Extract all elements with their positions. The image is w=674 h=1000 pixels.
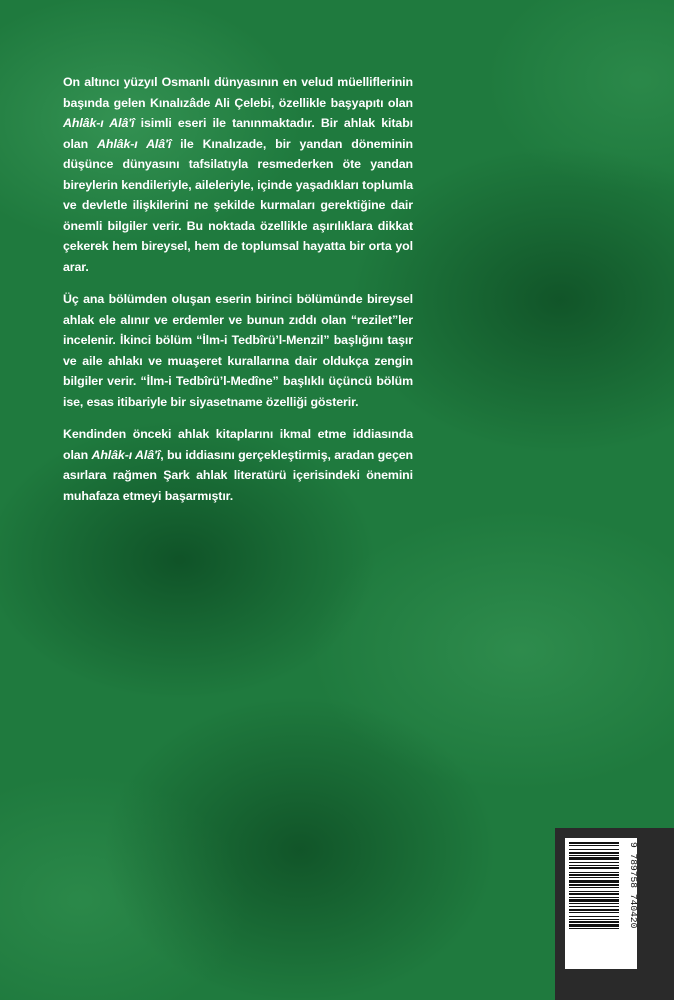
blurb-p1-text-a: On altıncı yüzyıl Osmanlı dünyasının en velud müelliflerinin başında gelen Kınalızâde Ali Çelebi, özellikle başyapıtı olan: [63, 75, 413, 110]
barcode-bars: [569, 842, 619, 929]
blurb-p1-text-c: ile Kınalızade, bir yandan döneminin düşünce dünyasını tafsilatıyla resmederken öte yandan bireylerin kendileriyle, aileleriyle, içinde yaşadıkları toplumla ve devletle ilişkilerini ne şekilde kurmaları gerektiğine dair önemli bilgiler verir. Bu noktada özellikle aşırılıklara dikkat çekerek hem bireysel, hem de toplumsal hayatta bir orta yol arar.: [63, 136, 413, 274]
barcode-bar: [569, 916, 619, 917]
barcode-bar: [569, 903, 619, 904]
barcode-bar: [569, 877, 619, 878]
barcode-bar: [569, 887, 619, 888]
barcode-bar: [569, 874, 619, 876]
barcode-bar: [569, 919, 619, 920]
barcode-bar: [569, 921, 619, 923]
barcode-bar: [569, 899, 619, 902]
blurb-paragraph-2: Üç ana bölümden oluşan eserin birinci bölümünde bireysel ahlak ele alınır ve erdemler ve bunun zıddı olan “rezilet”ler incelenir. İkinci bölüm “İlm-i Tedbîrü’l-Menzil” başlığını taşır ve aile ahlakı ve muaşeret kurallarına dair oldukça zengin bilgiler verir. “İlm-i Tedbîrü’l-Medîne” başlıklı üçüncü bölüm ise, esas itibariyle bir siyasetname özelliği gösterir.: [63, 292, 413, 409]
isbn-barcode: [565, 838, 637, 969]
barcode-bar: [569, 865, 619, 866]
barcode-bar: [569, 891, 619, 892]
barcode-bar: [569, 855, 619, 856]
barcode-bar: [569, 852, 619, 854]
barcode-bar: [569, 857, 619, 860]
barcode-bar: [569, 924, 619, 927]
barcode-bar: [569, 897, 619, 898]
isbn-number: 9 789758 740420: [628, 842, 639, 929]
blurb-text: [63, 72, 413, 518]
book-title-italic: Ahlâk-ı Alâ'î: [63, 116, 135, 130]
book-title-italic: Ahlâk-ı Alâ'î: [91, 447, 161, 462]
barcode-bar: [569, 849, 619, 850]
barcode-bar: [569, 862, 619, 863]
barcode-graphic: [565, 838, 637, 969]
barcode-bar: [569, 909, 619, 911]
barcode-bar: [569, 842, 619, 844]
barcode-bar: [569, 884, 619, 886]
barcode-bar: [569, 906, 619, 907]
blurb-p3-text-b: , bu iddiasını gerçekleştirmiş, aradan geçen asırlara rağmen Şark ahlak literatürü içerisindeki önemini muhafaza etmeyi başarmıştır.: [63, 447, 413, 503]
blurb-paragraph-1: [63, 72, 413, 277]
book-title-italic: Ahlâk-ı Alâ'î: [97, 136, 172, 151]
barcode-bar: [569, 872, 619, 873]
barcode-bar: [569, 845, 619, 846]
barcode-bar: [569, 893, 619, 895]
barcode-bar: [569, 880, 619, 883]
barcode-bar: [569, 867, 619, 869]
blurb-p1-text-b: isimli eseri ile tanınmaktadır. Bir ahlak kitabı olan: [63, 116, 413, 151]
barcode-bar: [569, 912, 619, 913]
blurb-p3-text-a: Kendinden önceki ahlak kitaplarını ikmal etme iddiasında olan: [63, 427, 413, 462]
barcode-panel: [555, 828, 674, 1000]
blurb-paragraph-3: [63, 424, 413, 506]
barcode-bar: [569, 928, 619, 929]
